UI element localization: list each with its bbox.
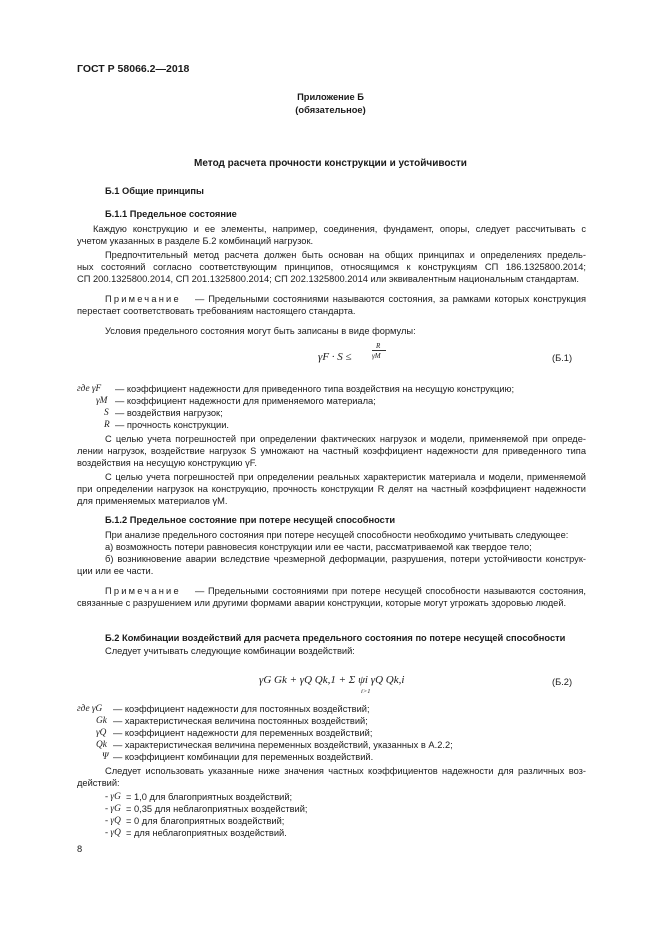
where-text: — характеристическая величина переменных воздействий, указанных в А.2.2; [113, 740, 453, 750]
where-text: — коэффициент надежности для приведенного типа воздействия на несущую конструкцию; [115, 384, 515, 394]
where-text: — воздействия нагрузок; [115, 408, 223, 418]
section-b1-heading: Б.1 Общие принципы [105, 186, 204, 196]
appendix-status: (обязательное) [295, 105, 366, 115]
page-number: 8 [77, 844, 83, 854]
where-symbol: Qk [96, 740, 107, 750]
paragraph-line: При анализе предельного состояния при потере несущей способности необходимо учитывать следующее: [105, 530, 569, 540]
value-text: = 0,35 для неблагоприятных воздействий; [126, 804, 308, 814]
main-title: Метод расчета прочности конструкции и устойчивости [194, 158, 467, 169]
paragraph-line: Предпочтительный метод расчета должен быть основан на общих принципах и определениях предель- [105, 250, 586, 260]
note-line: — Предельными состояниями называются состояния, за рамками которых конструкция [195, 294, 586, 304]
list-item: ции или ее части. [77, 566, 154, 576]
where-symbol: Gk [96, 716, 107, 726]
paragraph-line: для применяемых материалов γM. [77, 496, 228, 506]
formula-b1-left: γF · S ≤ [318, 351, 352, 363]
list-item: б) возникновение аварии вследствие чрезмерной деформации, разрушения, потери устойчивости конструк- [105, 554, 586, 564]
where-text: — коэффициент надежности для применяемого материала; [115, 396, 376, 406]
paragraph-line: С целью учета погрешностей при определении реальных характеристик материала и модели, применяемой [105, 472, 586, 482]
document-id: ГОСТ Р 58066.2—2018 [77, 63, 190, 75]
value-symbol: - γQ [105, 828, 121, 838]
formula-b1-denominator: γM [372, 352, 381, 360]
paragraph-line: СП 200.1325800.2014, СП 201.1325800.2014; СП 202.1325800.2014 или эквивалентным национальным стандартам. [77, 274, 579, 284]
appendix-title: Приложение Б [297, 92, 364, 102]
paragraph-line: ных состояний согласно соответствующим принципов, относящимся к конструкциям СП 186.1325800.2014; [77, 262, 586, 272]
formula-b2: γG Gk + γQ Qk,1 + Σ ψi γQ Qk,i [259, 674, 405, 686]
where-text: — коэффициент надежности для переменных воздействий; [113, 728, 373, 738]
where-symbol: где γG [77, 704, 103, 714]
value-symbol: - γG [105, 792, 121, 802]
where-symbol: γM [96, 396, 108, 406]
paragraph-line: учетом указанных в разделе Б.2 комбинаций нагрузок. [77, 236, 314, 246]
section-b2-heading: Б.2 Комбинации воздействий для расчета предельного состояния по потере несущей способности [105, 633, 566, 643]
paragraph-line: Следует использовать указанные ниже значения частных коэффициентов надежности для различных воз- [105, 766, 586, 776]
note-line: перестает соответствовать требованиям настоящего стандарта. [77, 306, 356, 316]
note-label: Примечание [105, 294, 181, 304]
paragraph-line: действий: [77, 778, 120, 788]
where-symbol: где γF [77, 384, 102, 394]
formula-b1-tag: (Б.1) [552, 353, 573, 363]
paragraph-line: С целью учета погрешностей при определении фактических нагрузок и модели, применяемой при опреде- [105, 434, 586, 444]
paragraph-line: Каждую конструкцию и ее элементы, например, соединения, фундамент, опоры, следует рассчитывать с [93, 224, 586, 234]
value-symbol: - γG [105, 804, 121, 814]
where-text: — коэффициент надежности для постоянных воздействий; [113, 704, 370, 714]
section-b11-heading: Б.1.1 Предельное состояние [105, 209, 237, 219]
note-line: связанные с разрушением или другими формами аварии конструкции, которые могут угрожать здоровью людей. [77, 598, 567, 608]
paragraph-line: при определении нагрузок на конструкцию, прочность конструкции R делят на частный коэффициент надежности [77, 484, 586, 494]
where-text: — характеристическая величина постоянных воздействий; [113, 716, 368, 726]
value-symbol: - γQ [105, 816, 121, 826]
paragraph-line: Следует учитывать следующие комбинации воздействий: [105, 646, 355, 656]
value-text: = 1,0 для благоприятных воздействий; [126, 792, 293, 802]
fraction-bar [372, 350, 386, 351]
where-text: — коэффициент комбинации для переменных воздействий. [113, 752, 374, 762]
section-b12-heading: Б.1.2 Предельное состояние при потере несущей способности [105, 515, 396, 525]
paragraph-line: воздействия на несущую конструкцию γF. [77, 458, 257, 468]
where-text: — прочность конструкции. [115, 420, 229, 430]
note-line: — Предельными состояниями при потере несущей способности называются состояния, [195, 586, 586, 596]
formula-b2-sum-limits: i>1 [361, 688, 371, 695]
formula-b2-tag: (Б.2) [552, 677, 573, 687]
where-symbol: Ψ [102, 752, 109, 762]
paragraph-line: Условия предельного состояния могут быть записаны в виде формулы: [105, 326, 416, 336]
formula-b1-numerator: R [376, 342, 381, 350]
where-symbol: γQ [96, 728, 107, 738]
value-text: = для неблагоприятных воздействий. [126, 828, 287, 838]
paragraph-line: лении нагрузок, воздействие нагрузок S умножают на частный коэффициент надежности для приведенного типа [77, 446, 586, 456]
where-symbol: S [104, 408, 109, 418]
where-symbol: R [104, 420, 110, 430]
value-text: = 0 для благоприятных воздействий; [126, 816, 285, 826]
list-item: а) возможность потери равновесия конструкции или ее части, рассматриваемой как твердое тело; [105, 542, 532, 552]
note-label: Примечание [105, 586, 181, 596]
